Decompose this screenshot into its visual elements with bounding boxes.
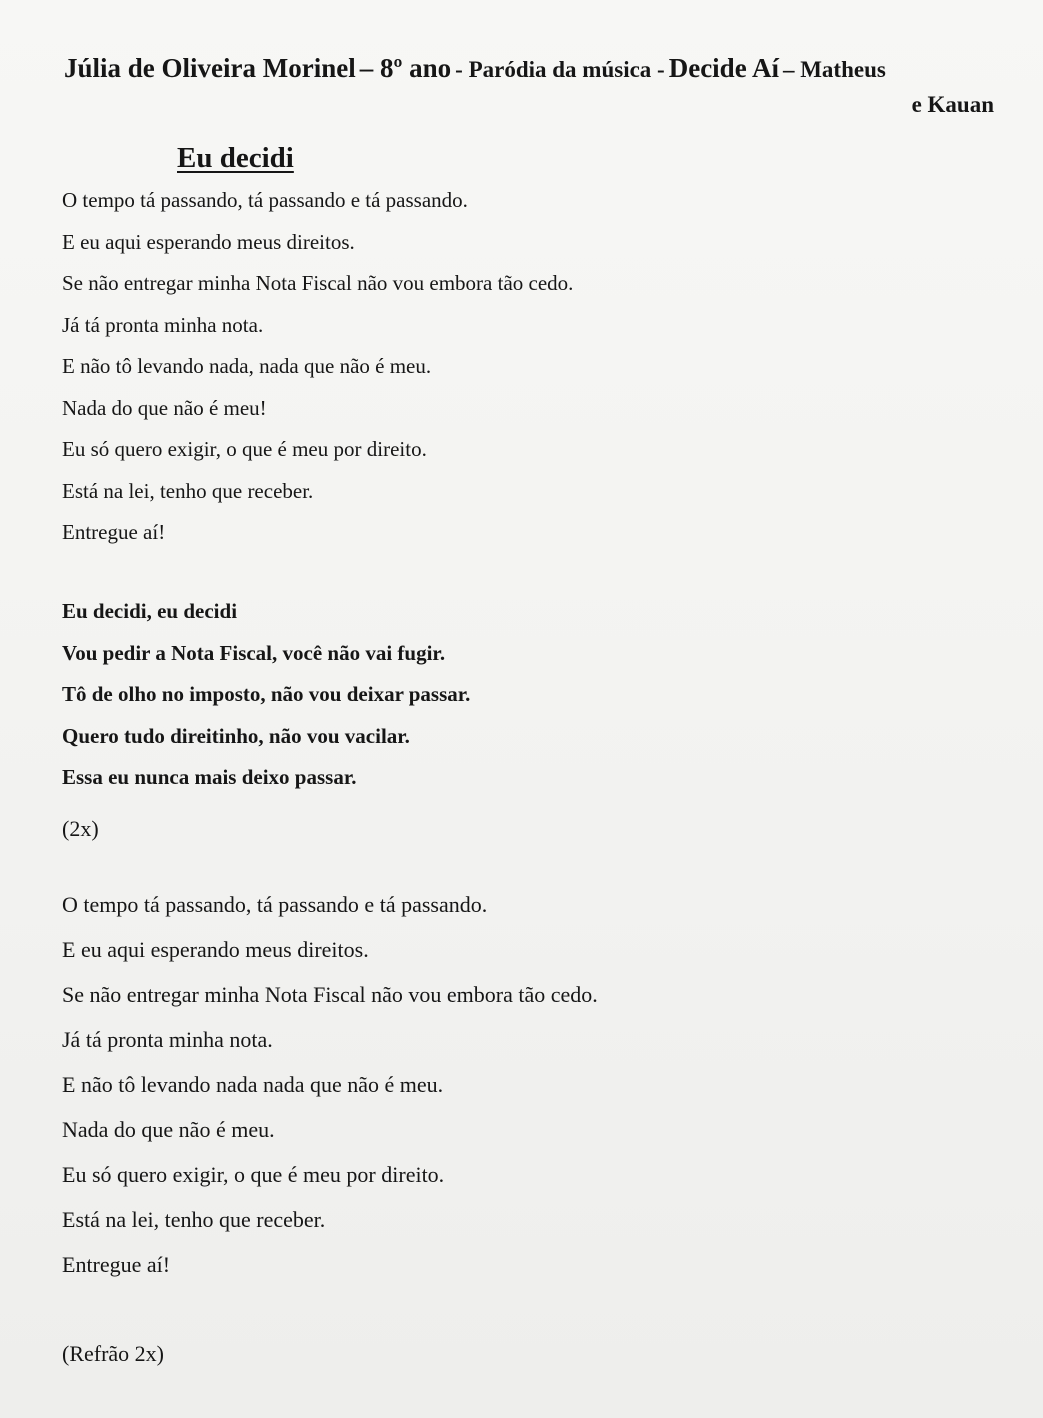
parody-description: - Paródia da música -: [455, 57, 665, 82]
author-name: Júlia de Oliveira Morinel: [64, 53, 356, 83]
lyric-line: Nada do que não é meu.: [62, 1117, 275, 1142]
lyric-line: Está na lei, tenho que receber.: [62, 1207, 326, 1232]
lyric-line: E eu aqui esperando meus direitos.: [62, 229, 355, 254]
chorus-repeat-ending: (Refrão 2x): [62, 1341, 165, 1366]
lyric-line: Entregue aí!: [62, 520, 166, 544]
lyric-line: E eu aqui esperando meus direitos.: [62, 937, 369, 962]
chorus: [62, 591, 470, 799]
chorus-line: Vou pedir a Nota Fiscal, você não vai fugir.: [62, 640, 446, 665]
grade: – 8º ano: [359, 53, 452, 83]
lyric-line: Nada do que não é meu!: [62, 395, 267, 420]
chorus-line: Eu decidi, eu decidi: [62, 599, 238, 623]
header: [64, 52, 994, 121]
lyric-line: Se não entregar minha Nota Fiscal não vou embora tão cedo.: [62, 271, 574, 295]
lyric-line: Está na lei, tenho que receber.: [62, 478, 314, 503]
lyric-line: Se não entregar minha Nota Fiscal não vou embora tão cedo.: [62, 982, 598, 1007]
original-song: Decide Aí: [668, 53, 779, 83]
header-line-1: [64, 52, 994, 89]
lyric-line: Eu só quero exigir, o que é meu por direito.: [62, 1162, 445, 1187]
lyric-line: Já tá pronta minha nota.: [62, 312, 264, 337]
verse-2: [62, 882, 598, 1287]
lyric-line: Já tá pronta minha nota.: [62, 1027, 273, 1052]
lyric-line: Entregue aí!: [62, 1252, 171, 1277]
lyric-line: E não tô levando nada, nada que não é meu.: [62, 354, 432, 378]
chorus-line: Tô de olho no imposto, não vou deixar passar.: [62, 682, 471, 706]
lyric-line: O tempo tá passando, tá passando e tá passando.: [62, 188, 468, 212]
lyric-line: Eu só quero exigir, o que é meu por direito.: [62, 437, 427, 461]
artists-end: e Kauan: [911, 92, 994, 117]
verse-1: [62, 180, 573, 554]
chorus-line: Quero tudo direitinho, não vou vacilar.: [62, 723, 410, 748]
chorus-repeat: (2x): [62, 816, 99, 841]
chorus-line: Essa eu nunca mais deixo passar.: [62, 765, 357, 789]
lyric-line: O tempo tá passando, tá passando e tá passando.: [62, 892, 488, 917]
artists-start: – Matheus: [782, 57, 886, 82]
song-title: Eu decidi: [177, 142, 294, 174]
lyric-line: E não tô levando nada nada que não é meu.: [62, 1072, 444, 1097]
